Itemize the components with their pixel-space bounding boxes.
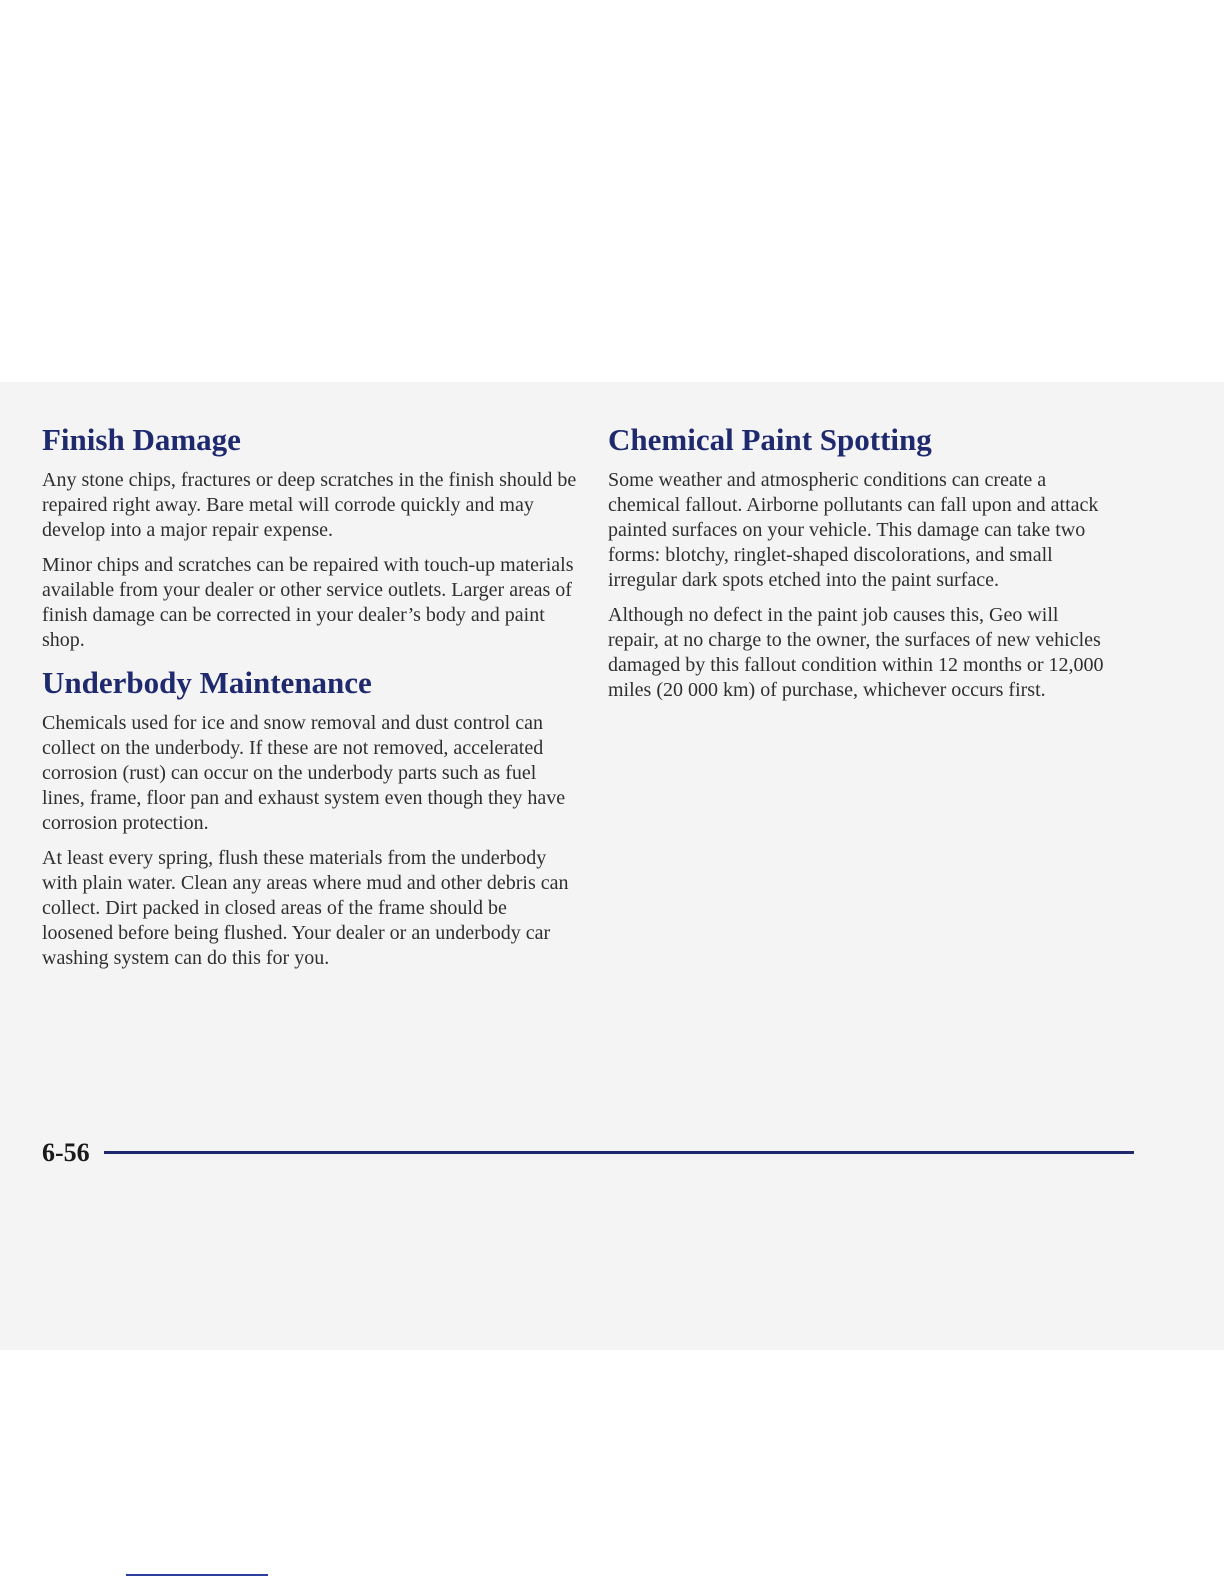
bottom-link-line — [126, 1574, 268, 1576]
underbody-maintenance-paragraph-2: At least every spring, flush these materials from the underbody with plain water. Clean any areas where mud and other debris can collect. Dirt packed in closed areas of the frame should be loosened before being flushed. Your dealer or an underbody car washing system can do this for you. — [42, 847, 569, 969]
footer-rule — [104, 1151, 1134, 1154]
finish-damage-paragraph-2: Minor chips and scratches can be repaired with touch-up materials available from your dealer or other service outlets. Larger areas of finish damage can be corrected in your dealer’s body and paint shop. — [42, 554, 574, 651]
finish-damage-paragraph-1: Any stone chips, fractures or deep scratches in the finish should be repaired right away. Bare metal will corrode quickly and may develop into a major repair expense. — [42, 469, 577, 541]
chemical-paint-spotting-heading: Chemical Paint Spotting — [608, 422, 932, 457]
finish-damage-heading: Finish Damage — [42, 422, 241, 457]
finish-damage-section — [42, 420, 577, 653]
left-column — [42, 420, 577, 981]
chemical-paint-spotting-paragraph-2: Although no defect in the paint job causes this, Geo will repair, at no charge to the owner, the surfaces of new vehicles damaged by this fallout condition within 12 months or 12,000 miles (20 000 km) of purchase, whichever occurs first. — [608, 604, 1104, 701]
chemical-paint-spotting-section — [608, 420, 1108, 703]
underbody-maintenance-section — [42, 663, 577, 971]
underbody-maintenance-paragraph-1: Chemicals used for ice and snow removal and dust control can collect on the underbody. If these are not removed, accelerated corrosion (rust) can occur on the underbody parts such as fuel lines, frame, floor pan and exhaust system even though they have corrosion protection. — [42, 712, 566, 834]
underbody-maintenance-heading: Underbody Maintenance — [42, 665, 372, 700]
page-number: 6-56 — [42, 1138, 90, 1167]
right-column — [608, 420, 1108, 713]
chemical-paint-spotting-paragraph-1: Some weather and atmospheric conditions can create a chemical fallout. Airborne pollutants can fall upon and attack painted surfaces on your vehicle. This damage can take two forms: blotchy, ringlet-shaped discolorations, and small irregular dark spots etched into the paint surface. — [608, 469, 1099, 591]
